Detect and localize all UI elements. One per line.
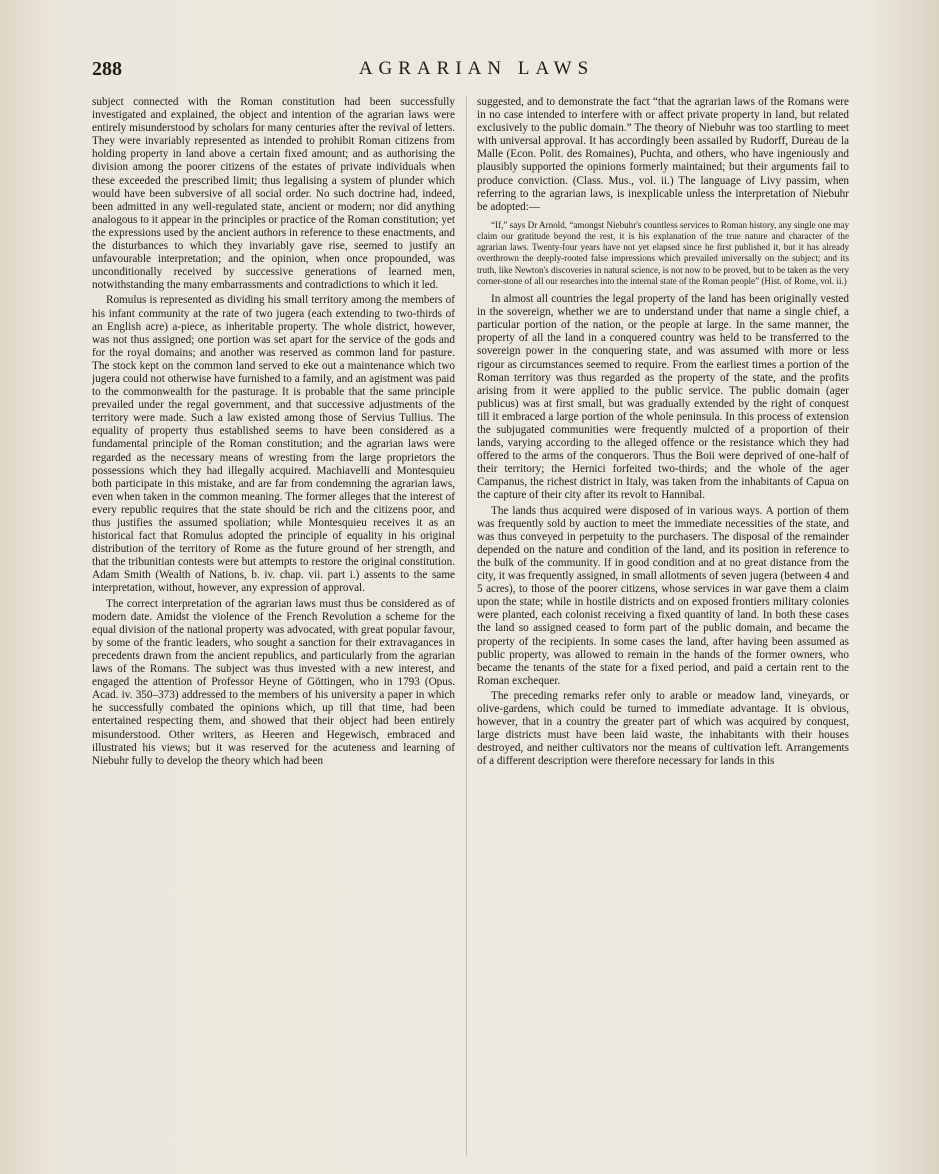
right-paragraph-1: suggested, and to demonstrate the fact “that the agrarian laws of the Romans were in no case intended to interfere with or affect private property in land, but related exclusively to the public domain.” The theory of Niebuhr was too startling to meet with universal approval. It has accordingly been assailed by Rudorff, Dureau de la Malle (Econ. Polit. des Romaines), Puchta, and others, who have ingeniously and plausibly supported the opinions formerly maintained; but their arguments fail to produce conviction. (Class. Mus., vol. ii.) The language of Livy passim, when referring to the agrarian laws, is inexplicable unless the interpretation of Niebuhr be adopted:— — [477, 96, 849, 213]
right-paragraph-4: The preceding remarks refer only to arable or meadow land, vineyards, or olive-gardens, which could be turned to immediate advantage. It is obvious, however, that in a country the greater part of which was acquired by conquest, large districts must have been laid waste, the inhabitants with their houses destroyed, and neither cultivators nor the means of cultivation left. Arrangements of a different description were therefore necessary for lands in this — [477, 689, 849, 768]
page-header — [92, 58, 861, 88]
right-paragraph-2: In almost all countries the legal property of the land has been originally vested in the sovereign, whether we are to understand under that name a single chief, a particular portion of the nation, or the people at large. In the same manner, the property of all the land in a conquered country was held to be transferred to the sovereign power in the conquering state, and was assumed with more or less rigour as circumstances seemed to require. From the earliest times a portion of the Roman territory was thus regarded as the property of the state, and the profits arising from it were applied to the public service. The public domain (ager publicus) was at first small, but was gradually extended by the right of conquest till it embraced a large portion of the whole peninsula. In this process of extension the subjugated communities were frequently mulcted of a proportion of their lands, varying according to the alleged offence or the resistance which they had offered to the arms of the conquerors. Thus the Boii were deprived of one-half of their territory; the Hernici forfeited two-thirds; and the whole of the ager Campanus, the richest district in Italy, was taken from the inhabitants of Capua on the capture of their city after its revolt to Hannibal. — [477, 293, 849, 502]
running-title: AGRARIAN LAWS — [358, 58, 595, 79]
left-paragraph-2: Romulus is represented as dividing his small territory among the members of his infant community at the rate of two jugera (each extending to two-thirds of an English acre) a-piece, as inheritable property. The whole district, however, was not thus assigned; one portion was set apart for the service of the gods and for the royal domains; and another was reserved as common land for pasture. The stock kept on the common land served to eke out a maintenance which two jugera could not otherwise have furnished to a family, and an agistment was paid to the commonwealth for the pasturage. It is probable that the same principle prevailed under the regal government, and that successive adjustments of the territory were made. Such a law existed among those of Servius Tullius. The equality of property thus established seems to have been considered as a fundamental principle of the Roman constitution; and the agrarian laws were regarded as the necessary means of wresting from the large proprietors the possessions which they had illegally acquired. Machiavelli and Montesquieu both participate in this mistake, and are far from condemning the agrarian laws, even when taken in the common meaning. The former alleges that the interest of every republic requires that the state should be rich and the citizens poor, and thus justifies the assumed spoliation; while Montesquieu receives it as an historical fact that Romulus adopted the principle of equality in his original distribution of the territory of Rome as the future ground of her strength, and that the tribunitian contests were but attempts to restore the original constitution. Adam Smith (Wealth of Nations, b. iv. chap. vii. part i.) assents to the same interpretation, without, however, any expression of approval. — [92, 294, 455, 595]
page-number: 288 — [92, 58, 122, 80]
left-column — [92, 96, 455, 768]
right-paragraph-3: The lands thus acquired were disposed of in various ways. A portion of them was frequently sold by auction to meet the immediate necessities of the state, and was thus conveyed in perpetuity to the purchasers. The disposal of the remainder depended on the nature and condition of the land, and its position in reference to the bulk of the community. If in good condition and at no great distance from the city, it was frequently assigned, in small allotments of seven jugera (between 4 and 5 acres), to those of the poorer citizens, whose services in war gave them a claim upon the state; while in hostile districts and on exposed frontiers military colonies were planted, each colonist receiving a fixed quantity of land. In both these cases the land so assigned ceased to form part of the public domain, and became the property of the recipients. In some cases the land, after having been assumed as public property, was allowed to remain in the hands of the former owners, who became the tenants of the state for a fixed period, and paid a certain rent to the Roman exchequer. — [477, 504, 849, 687]
left-paragraph-1: subject connected with the Roman constitution had been successfully investigated and explained, the object and intention of the agrarian laws were entirely misunderstood by scholars for many centuries after the revival of letters. They were invariably represented as intended to prohibit Roman citizens from holding property in land above a certain fixed amount; and as authorising the division among the poorer citizens of the estates of private individuals when these exceeded the prescribed limit; thus legalising a system of plunder which would have been subversive of all social order. No such doctrine had, indeed, been admitted in any well-regulated state, ancient or modern; nor did anything analogous to it appear in the principles or practice of the Roman constitution; yet the expressions used by the ancient authors in reference to these enactments, and the disturbances to which they invariably gave rise, seemed to justify an unfavourable interpretation; and the opinion, when once propounded, was unconditionally received by successive generations of learned men, notwithstanding the many embarrassments and contradictions to which it led. — [92, 96, 455, 292]
right-column — [477, 96, 849, 768]
column-divider — [466, 96, 467, 1156]
left-paragraph-3: The correct interpretation of the agrarian laws must thus be considered as of modern date. Amidst the violence of the French Revolution a scheme for the equal division of the national property was advocated, with great popular favour, by some of the frantic leaders, who sought a sanction for their extravagances in precedents drawn from the ancient republics, and particularly from the agrarian laws of the Romans. The subject was thus invested with a new interest, and engaged the attention of Professor Heyne of Göttingen, who in 1793 (Opus. Acad. iv. 350–373) addressed to the members of his university a paper in which he successfully combated the opinions which, up till that time, had been entertained respecting them, and showed that their object had been entirely misunderstood. Other writers, as Heeren and Hegewisch, embraced and illustrated his views; but it was reserved for the acuteness and learning of Niebuhr fully to develop the theory which had been — [92, 597, 455, 767]
arnold-quotation: “If,” says Dr Arnold, “amongst Niebuhr's countless services to Roman history, any single one may claim our gratitude beyond the rest, it is his explanation of the true nature and character of the agrarian laws. Twenty-four years have not yet elapsed since he first published it, but it has already overthrown the deeply-rooted false impressions which prevailed universally on the subject; and its truth, like Newton's discoveries in natural science, is not now to be proved, but to be taken as the very corner-stone of all our researches into the internal state of the Roman people” (Hist. of Rome, vol. ii.) — [477, 219, 849, 286]
